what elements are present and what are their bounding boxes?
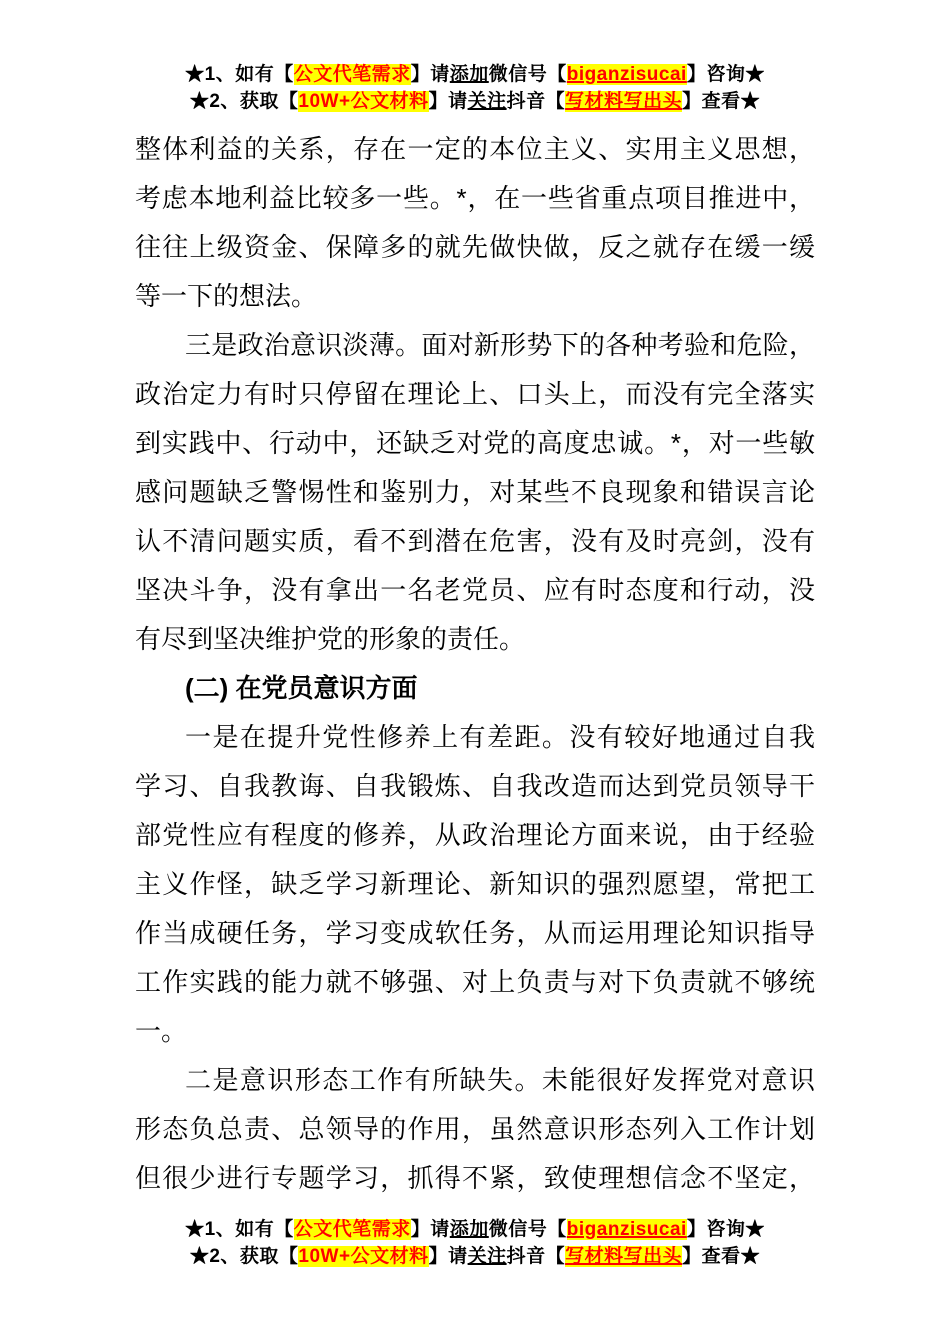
body-line: 部党性应有程度的修养，从政治理论方面来说，由于经验: [135, 820, 815, 850]
body-line: 感问题缺乏警惕性和鉴别力，对某些不良现象和错误言论: [135, 477, 815, 507]
body-line: 但很少进行专题学习，抓得不紧，致使理想信念不坚定，: [135, 1163, 815, 1193]
promo-text: 抖音【: [506, 91, 566, 112]
body-line: 往往上级资金、保障多的就先做快做，反之就存在缓一缓: [135, 232, 815, 262]
promo-text: 】请: [428, 1246, 468, 1267]
promo-text: ★2、获取【: [189, 1246, 299, 1267]
body-line: 考虑本地利益比较多一些。*，在一些省重点项目推进中，: [135, 183, 815, 213]
promo-text: 】查看★: [682, 91, 761, 112]
promo-text: 微信号【: [488, 64, 567, 85]
promo-highlight-materials: 10W+公文材料: [298, 1246, 429, 1267]
promo-wechat-id: biganzisucai: [566, 1219, 687, 1240]
body-line: 二是意识形态工作有所缺失。未能很好发挥党对意识: [185, 1065, 815, 1095]
body-line: 坚决斗争，没有拿出一名老党员、应有时态度和行动，没: [135, 575, 815, 605]
promo-text: 】请: [428, 91, 468, 112]
promo-footer-line-1: [0, 1216, 950, 1243]
section-heading: (二) 在党员意识方面: [185, 673, 418, 703]
promo-douyin-id: 写材料写出头: [565, 1246, 683, 1267]
document-body: [135, 125, 815, 1203]
promo-highlight-materials: 10W+公文材料: [298, 91, 429, 112]
promo-douyin-id: 写材料写出头: [565, 91, 683, 112]
body-line: 整体利益的关系，存在一定的本位主义、实用主义思想，: [135, 134, 815, 164]
promo-footer: [0, 1216, 950, 1270]
body-line: 到实践中、行动中，还缺乏对党的高度忠诚。*，对一些敏: [135, 428, 815, 458]
promo-text: ★1、如有【: [185, 64, 294, 85]
promo-text: 】请: [410, 64, 450, 85]
promo-underline-follow: 关注: [467, 91, 507, 112]
promo-header-line-2: [0, 88, 950, 115]
promo-wechat-id: biganzisucai: [566, 64, 687, 85]
promo-text: 抖音【: [506, 1246, 566, 1267]
body-line: 一。: [135, 1016, 188, 1046]
promo-highlight-service: 公文代笔需求: [293, 1219, 411, 1240]
body-line: 形态负总责、总领导的作用，虽然意识形态列入工作计划: [135, 1114, 815, 1144]
promo-footer-line-2: [0, 1243, 950, 1270]
body-line: 学习、自我教诲、自我锻炼、自我改造而达到党员领导干: [135, 771, 815, 801]
body-line: 作当成硬任务，学习变成软任务，从而运用理论知识指导: [135, 918, 815, 948]
promo-text: 】查看★: [682, 1246, 761, 1267]
body-line: 认不清问题实质，看不到潜在危害，没有及时亮剑，没有: [135, 526, 815, 556]
body-line: 一是在提升党性修养上有差距。没有较好地通过自我: [185, 722, 815, 752]
promo-header-line-1: [0, 61, 950, 88]
promo-highlight-service: 公文代笔需求: [293, 64, 411, 85]
promo-underline-add: 添加: [449, 1219, 489, 1240]
body-line: 等一下的想法。: [135, 281, 318, 311]
body-line: 工作实践的能力就不够强、对上负责与对下负责就不够统: [135, 967, 815, 997]
promo-header: [0, 0, 950, 115]
promo-text: 】请: [410, 1219, 450, 1240]
promo-text: 微信号【: [488, 1219, 567, 1240]
body-line: 有尽到坚决维护党的形象的责任。: [135, 624, 526, 654]
body-line: 主义作怪，缺乏学习新理论、新知识的强烈愿望，常把工: [135, 869, 815, 899]
body-line: 政治定力有时只停留在理论上、口头上，而没有完全落实: [135, 379, 815, 409]
body-line: 三是政治意识淡薄。面对新形势下的各种考验和危险，: [185, 330, 815, 360]
promo-text: 】咨询★: [686, 1219, 765, 1240]
promo-underline-add: 添加: [449, 64, 489, 85]
promo-text: ★2、获取【: [189, 91, 299, 112]
promo-underline-follow: 关注: [467, 1246, 507, 1267]
promo-text: ★1、如有【: [185, 1219, 294, 1240]
promo-text: 】咨询★: [686, 64, 765, 85]
